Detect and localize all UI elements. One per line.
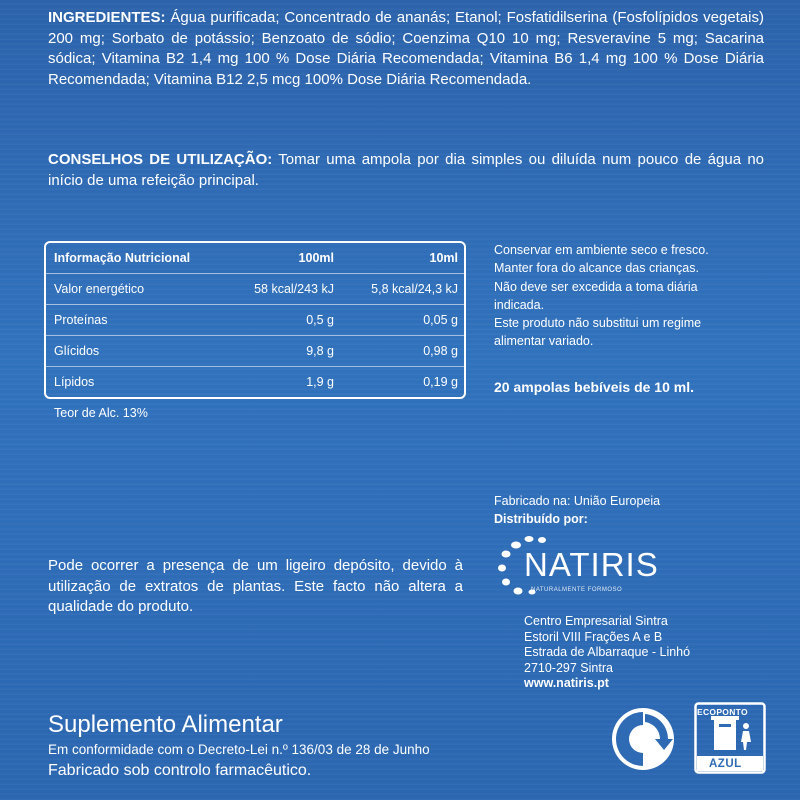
distributed-by-label: Distribuído por: bbox=[494, 512, 588, 526]
storage-line: Este produto não substitui um regime bbox=[494, 316, 702, 331]
storage-line: Manter fora do alcance das crianças. bbox=[494, 261, 699, 276]
nutrition-cell-10ml: 0,05 g bbox=[423, 313, 458, 327]
ingredients-paragraph bbox=[48, 8, 764, 90]
nutrition-cell-10ml: 0,19 g bbox=[423, 375, 458, 389]
deposit-note: Pode ocorrer a presença de um ligeiro depósito, devido à utilização de extratos de plantas. Este facto não altera a qualidade do produto. bbox=[48, 557, 463, 615]
nutrition-row-carbs bbox=[46, 335, 464, 366]
ingredients-label: INGREDIENTES: bbox=[48, 9, 166, 26]
nutrition-header-label: Informação Nutricional bbox=[54, 251, 191, 265]
nutrition-cell-name: Valor energético bbox=[54, 282, 145, 296]
storage-line: alimentar variado. bbox=[494, 334, 594, 349]
storage-line: indicada. bbox=[494, 297, 545, 312]
nutrition-row-energy bbox=[46, 273, 464, 304]
nutrition-table bbox=[44, 241, 466, 399]
usage-advice-text: Tomar uma ampola por dia simples ou diluída num pouco de água no início de uma refeição principal. bbox=[48, 151, 765, 189]
decree-text: Em conformidade com o Decreto-Lei n.º 136/03 de 28 de Junho bbox=[48, 742, 430, 757]
distributor-address bbox=[524, 614, 690, 692]
usage-advice-label: CONSELHOS DE UTILIZAÇÃO: bbox=[48, 151, 273, 168]
nutrition-cell-100ml: 9,8 g bbox=[306, 344, 334, 358]
address-line: Estoril VIII Frações A e B bbox=[524, 629, 663, 644]
nutrition-header-100ml: 100ml bbox=[298, 251, 334, 265]
ecoponto-color-label: AZUL bbox=[709, 758, 742, 770]
nutrition-row-protein bbox=[46, 304, 464, 335]
pharma-control-text: Fabricado sob controlo farmacêutico. bbox=[48, 762, 312, 779]
nutrition-cell-10ml: 5,8 kcal/24,3 kJ bbox=[371, 282, 458, 296]
storage-line: Conservar em ambiente seco e fresco. bbox=[494, 243, 709, 257]
nutrition-header-row bbox=[46, 243, 464, 273]
nutrition-row-fat bbox=[46, 366, 464, 397]
nutrition-cell-name: Glícidos bbox=[54, 344, 100, 358]
nutrition-cell-10ml: 0,98 g bbox=[423, 344, 458, 358]
nutrition-header-10ml: 10ml bbox=[429, 251, 458, 265]
ingredients-text: Água purificada; Concentrado de ananás; Etanol; Fosfatidilserina (Fosfolípidos vegetais) 200 mg; Sorbato de potássio; Benzoato de sódio; Coenzima Q10 10 mg; Resveravine 5 mg; Sacarina sódica; Vitamina B2 1,4 mg 100 % Dose Diária Recomendada; Vitamina B6 1,4 mg 100 % Dose Diária Recomendada; Vitamina B12 2,5 mcg 100% Dose Diária Recomendada. bbox=[48, 9, 764, 88]
package-contents: 20 ampolas bebíveis de 10 ml. bbox=[494, 379, 694, 395]
supplement-title: Suplemento Alimentar bbox=[48, 711, 283, 738]
storage-notes bbox=[494, 241, 779, 351]
nutrition-cell-name: Lípidos bbox=[54, 375, 95, 389]
nutrition-cell-name: Proteínas bbox=[54, 313, 108, 327]
address-line: Estrada de Albarraque - Linhó bbox=[524, 645, 691, 659]
brand-logo-text: NATIRIS bbox=[524, 546, 659, 583]
green-dot-recycle-icon bbox=[610, 706, 676, 772]
address-line: 2710-297 Sintra bbox=[524, 660, 613, 675]
ecoponto-label: ECOPONTO bbox=[697, 707, 748, 717]
address-line: Centro Empresarial Sintra bbox=[524, 614, 668, 628]
alcohol-content: Teor de Alc. 13% bbox=[54, 406, 148, 420]
nutrition-cell-100ml: 58 kcal/243 kJ bbox=[254, 282, 334, 296]
storage-line: Não deve ser excedida a toma diária bbox=[494, 279, 698, 294]
brand-tagline: NATURALMENTE FORMOSO bbox=[531, 587, 623, 593]
usage-advice-paragraph bbox=[48, 150, 764, 191]
nutrition-cell-100ml: 0,5 g bbox=[306, 313, 334, 327]
nutrition-cell-100ml: 1,9 g bbox=[306, 375, 334, 389]
website-text: www.natiris.pt bbox=[524, 676, 609, 690]
made-in-text: Fabricado na: União Europeia bbox=[494, 494, 661, 508]
